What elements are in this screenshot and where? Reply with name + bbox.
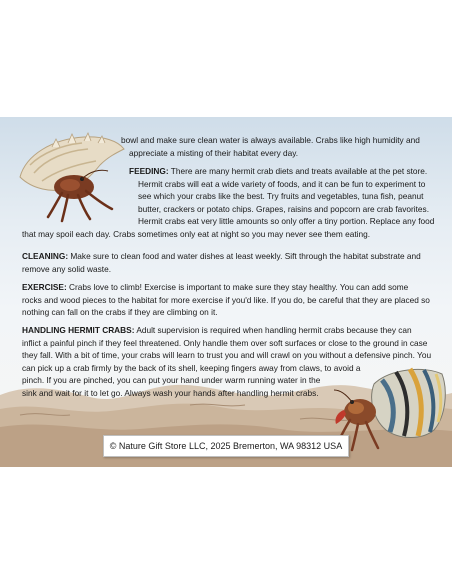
cleaning-line-2: remove any solid waste.: [22, 263, 112, 274]
feeding-line-6: that may spoil each day. Crabs sometimes only eat at night so you may never see them eating.: [22, 228, 371, 239]
feeding-heading: FEEDING:: [129, 166, 169, 176]
cleaning-line-1: Make sure to clean food and water dishes at least weekly. Sift through the habitat substrate and: [68, 251, 421, 261]
handling-line-4: can pick up a crab firmly by the back of its shell, keeping fingers away from claws, to avoid a: [22, 362, 361, 373]
exercise-line-3: nothing can fall on the crabs if they are climbing on it.: [22, 307, 218, 318]
cleaning-section: [22, 250, 444, 275]
feeding-line-1: There are many hermit crab diets and treats available at the pet store.: [168, 166, 428, 176]
handling-line-3: they fall. With a bit of time, your crabs will learn to trust you and will crawl on you without a defensive pinch. You: [22, 350, 432, 361]
cleaning-heading: CLEANING:: [22, 251, 69, 261]
feeding-section: [22, 165, 444, 241]
feeding-line-5: Hermit crabs eat very little amounts so only offer a tiny portion. Replace any food: [138, 216, 435, 227]
handling-line-2: inflict a painful pinch if they feel threatened. Only handle them over soft surfaces or close to the ground in case: [22, 337, 428, 348]
exercise-section: [22, 281, 444, 319]
feeding-line-2: Hermit crabs will eat a wide variety of foods, and it can be fun to experiment to: [138, 178, 426, 189]
care-card: [0, 117, 452, 467]
handling-section: [22, 324, 444, 400]
intro-line-1: bowl and make sure clean water is always available. Crabs like high humidity and: [121, 135, 420, 145]
intro-line-2: appreciate a misting of their habitat every day.: [129, 147, 299, 158]
handling-line-1: Adult supervision is required when handling hermit crabs because they can: [134, 325, 412, 335]
handling-line-5: pinch. If you are pinched, you can put your hand under warm running water in the: [22, 375, 321, 386]
exercise-line-2: rocks and wood pieces to the habitat for more exercise if you'd like. If you do, be careful that they are placed so: [22, 294, 430, 305]
copyright-footer: [103, 435, 349, 457]
exercise-heading: EXERCISE:: [22, 282, 67, 292]
exercise-line-1: Crabs love to climb! Exercise is important to make sure they stay healthy. You can add some: [66, 282, 409, 292]
handling-heading: HANDLING HERMIT CRABS:: [22, 325, 135, 335]
intro-paragraph: [121, 134, 443, 159]
handling-line-6: sink and wait for it to let go. Always wash your hands after handling hermit crabs.: [22, 387, 319, 398]
feeding-line-3: see which your crabs like the best. Try fruits and vegetables, tuna fish, peanut: [138, 191, 424, 202]
copyright-text: © Nature Gift Store LLC, 2025 Bremerton, WA 98312 USA: [109, 441, 343, 451]
feeding-line-4: butter, crackers or potato chips. Grapes, raisins and popcorn are crab favorites.: [138, 203, 429, 214]
